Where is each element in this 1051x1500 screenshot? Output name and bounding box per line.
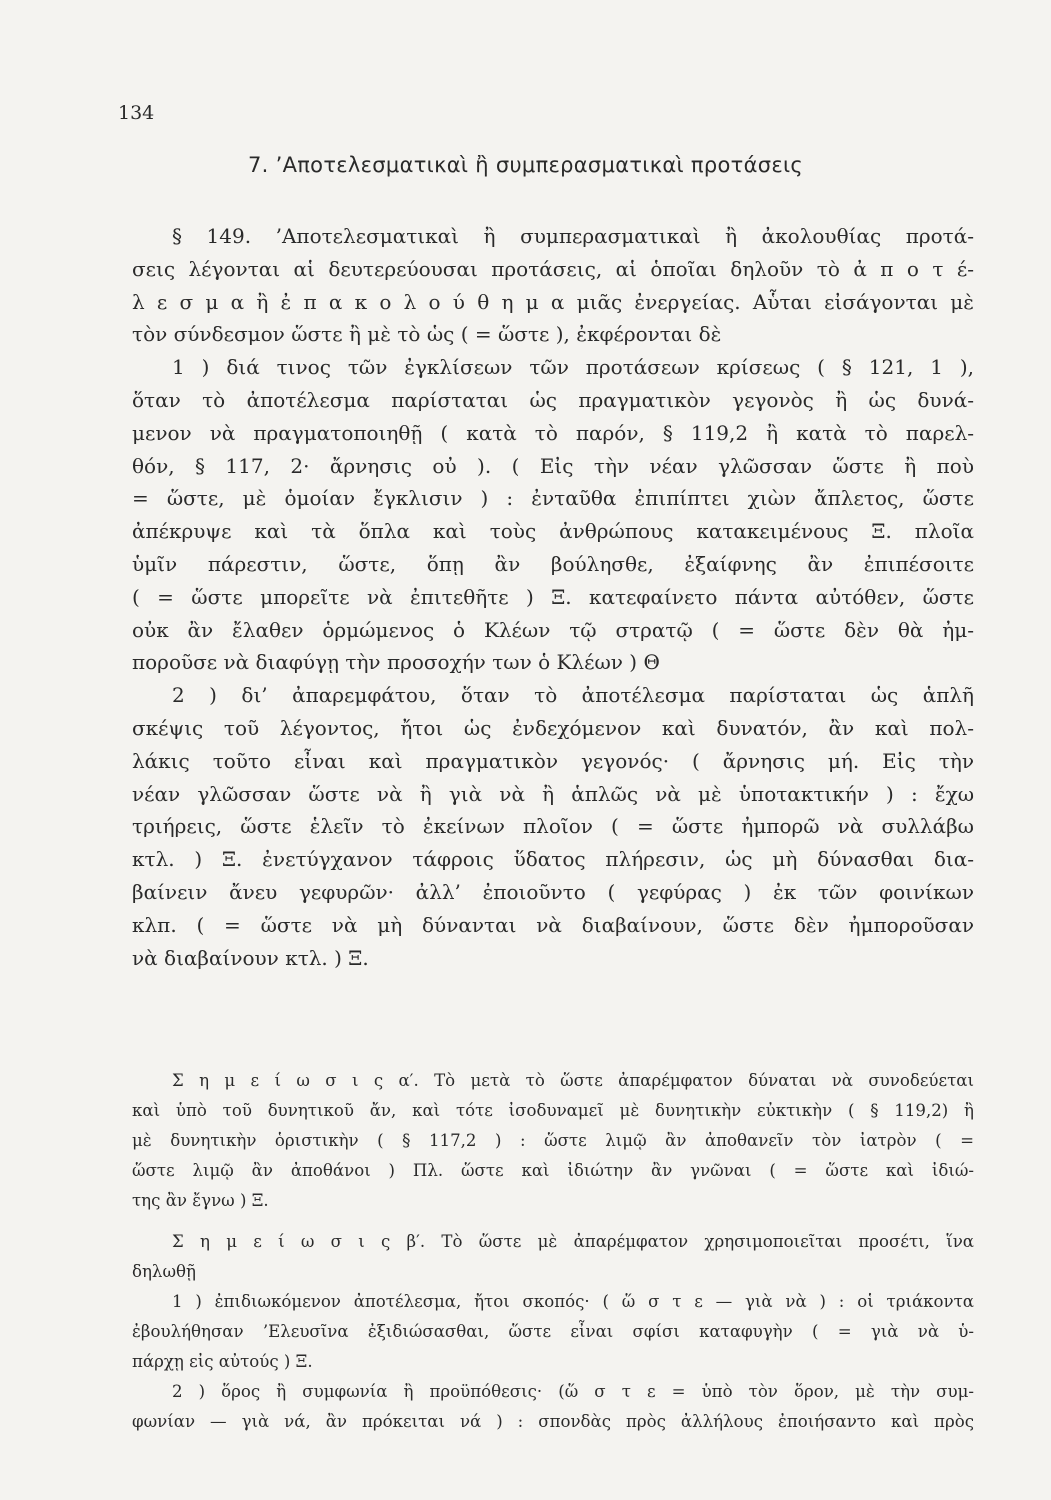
note-line: μὲ δυνητικὴν ὁριστικὴν ( § 117,2 ) : ὥστε λιμῷ ἂν ἀποθανεῖν τὸν ἰατρὸν ( = [132, 1131, 974, 1150]
text-line: ὑμῖν πάρεστιν, ὥστε, ὅπῃ ἂν βούλησθε, ἐξαίφνης ἂν ἐπιπέσοιτε [132, 551, 974, 576]
text-line: νὰ διαβαίνουν κτλ. ) Ξ. [132, 945, 369, 970]
note-line: Σ η μ ε ί ω σ ι ς β′. Τὸ ὥστε μὲ ἀπαρέμφατον χρησιμοποιεῖται προσέτι, ἵνα [172, 1232, 974, 1251]
text-line: 1 ) διά τινος τῶν ἐγκλίσεων τῶν προτάσεων κρίσεως ( § 121, 1 ), [172, 355, 974, 380]
text-line: κλπ. ( = ὥστε νὰ μὴ δύνανται νὰ διαβαίνουν, ὥστε δὲν ἠμποροῦσαν [132, 912, 974, 937]
text-line: ὅταν τὸ ἀποτέλεσμα παρίσταται ὡς πραγματικὸν γεγονὸς ἢ ὡς δυνά- [132, 387, 974, 412]
note-line: φωνίαν — γιὰ νά, ἂν πρόκειται νά ) : σπονδὰς πρὸς ἀλλήλους ἐποιήσαντο καὶ πρὸς [132, 1412, 974, 1431]
text-line: λ ε σ μ α ἢ ἐ π α κ ο λ ο ύ θ η μ α μιᾶς ἐνεργείας. Αὗται εἰσάγονται μὲ [132, 289, 974, 314]
text-line: ( = ὥστε μπορεῖτε νὰ ἐπιτεθῆτε ) Ξ. κατεφαίνετο πάντα αὐτόθεν, ὥστε [132, 584, 974, 609]
note-line: πάρχῃ εἰς αὐτούς ) Ξ. [132, 1352, 313, 1371]
note-line: καὶ ὑπὸ τοῦ δυνητικοῦ ἄν, καὶ τότε ἰσοδυναμεῖ μὲ δυνητικὴν εὐκτικὴν ( § 119,2) ἢ [132, 1101, 974, 1120]
text-line: μενον νὰ πραγματοποιηθῇ ( κατὰ τὸ παρόν, § 119,2 ἢ κατὰ τὸ παρελ- [132, 420, 974, 445]
page-number: 134 [118, 102, 155, 124]
note-line: ὥστε λιμῷ ἂν ἀποθάνοι ) Πλ. ὥστε καὶ ἰδιώτην ἂν γνῶναι ( = ὥστε καὶ ἰδιώ- [132, 1161, 974, 1180]
text-line: λάκις τοῦτο εἶναι καὶ πραγματικὸν γεγονός· ( ἄρνησις μή. Εἰς τὴν [132, 748, 974, 773]
main-text [132, 220, 974, 974]
note-line: Σ η μ ε ί ω σ ι ς α′. Τὸ μετὰ τὸ ὥστε ἀπαρέμφατον δύναται νὰ συνοδεύεται [172, 1071, 974, 1090]
text-line: 2 ) δι’ ἀπαρεμφάτου, ὅταν τὸ ἀποτέλεσμα παρίσταται ὡς ἁπλῆ [172, 683, 974, 708]
text-line: = ὥστε, μὲ ὁμοίαν ἔγκλισιν ) : ἐνταῦθα ἐπιπίπτει χιὼν ἄπλετος, ὥστε [132, 486, 974, 511]
text-line: τριήρεις, ὥστε ἑλεῖν τὸ ἐκείνων πλοῖον ( = ὥστε ἠμπορῶ νὰ συλλάβω [132, 814, 974, 839]
note-spacer [132, 1216, 974, 1227]
note-line: δηλωθῇ [132, 1262, 196, 1281]
text-line: ποροῦσε νὰ διαφύγῃ τὴν προσοχήν των ὁ Κλέων ) Θ [132, 650, 660, 675]
text-line: § 149. ’Αποτελεσματικαὶ ἢ συμπερασματικαὶ ἢ ἀκολουθίας προτά- [172, 224, 974, 248]
text-line: οὐκ ἂν ἔλαθεν ὁρμώμενος ὁ Κλέων τῷ στρατῷ ( = ὥστε δὲν θὰ ἠμ- [132, 617, 974, 642]
note-line: 1 ) ἐπιδιωκόμενον ἀποτέλεσμα, ἤτοι σκοπός· ( ὥ σ τ ε — γιὰ νὰ ) : οἱ τριάκοντα [172, 1292, 974, 1311]
notes-section [132, 1066, 974, 1437]
note-alpha [132, 1066, 974, 1216]
text-line: σεις λέγονται αἱ δευτερεύουσαι προτάσεις, αἱ ὁποῖαι δηλοῦν τὸ ἀ π ο τ έ- [132, 256, 974, 281]
text-line: τὸν σύνδεσμον ὥστε ἢ μὲ τὸ ὡς ( = ὥστε ), ἐκφέρονται δὲ [132, 322, 722, 347]
text-line: σκέψις τοῦ λέγοντος, ἤτοι ὡς ἐνδεχόμενον καὶ δυνατόν, ἂν καὶ πολ- [132, 715, 974, 740]
text-line: νέαν γλῶσσαν ὥστε νὰ ἢ γιὰ νὰ ἢ ἁπλῶς νὰ μὲ ὑποτακτικήν ) : ἔχω [132, 781, 974, 806]
text-line: θόν, § 117, 2· ἄρνησις οὐ ). ( Εἰς τὴν νέαν γλῶσσαν ὥστε ἢ ποὺ [132, 453, 974, 478]
note-line: της ἂν ἔγνω ) Ξ. [132, 1191, 269, 1210]
note-line: 2 ) ὅρος ἢ συμφωνία ἢ προϋπόθεσις· (ὥ σ τ ε = ὑπὸ τὸν ὅρον, μὲ τὴν συμ- [172, 1382, 974, 1401]
text-line: κτλ. ) Ξ. ἐνετύγχανον τάφροις ὕδατος πλήρεσιν, ὡς μὴ δύνασθαι δια- [132, 847, 974, 872]
section-heading: 7. ’Αποτελεσματικαὶ ἢ συμπερασματικαὶ προτάσεις [247, 153, 803, 177]
note-beta [132, 1227, 974, 1437]
text-line: ἀπέκρυψε καὶ τὰ ὅπλα καὶ τοὺς ἀνθρώπους κατακειμένους Ξ. πλοῖα [132, 519, 974, 544]
note-line: ἐβουλήθησαν ’Ελευσῖνα ἐξιδιώσασθαι, ὥστε εἶναι σφίσι καταφυγὴν ( = γιὰ νὰ ὑ- [132, 1322, 974, 1341]
text-line: βαίνειν ἄνευ γεφυρῶν· ἀλλ’ ἐποιοῦντο ( γεφύρας ) ἐκ τῶν φοινίκων [132, 879, 974, 904]
